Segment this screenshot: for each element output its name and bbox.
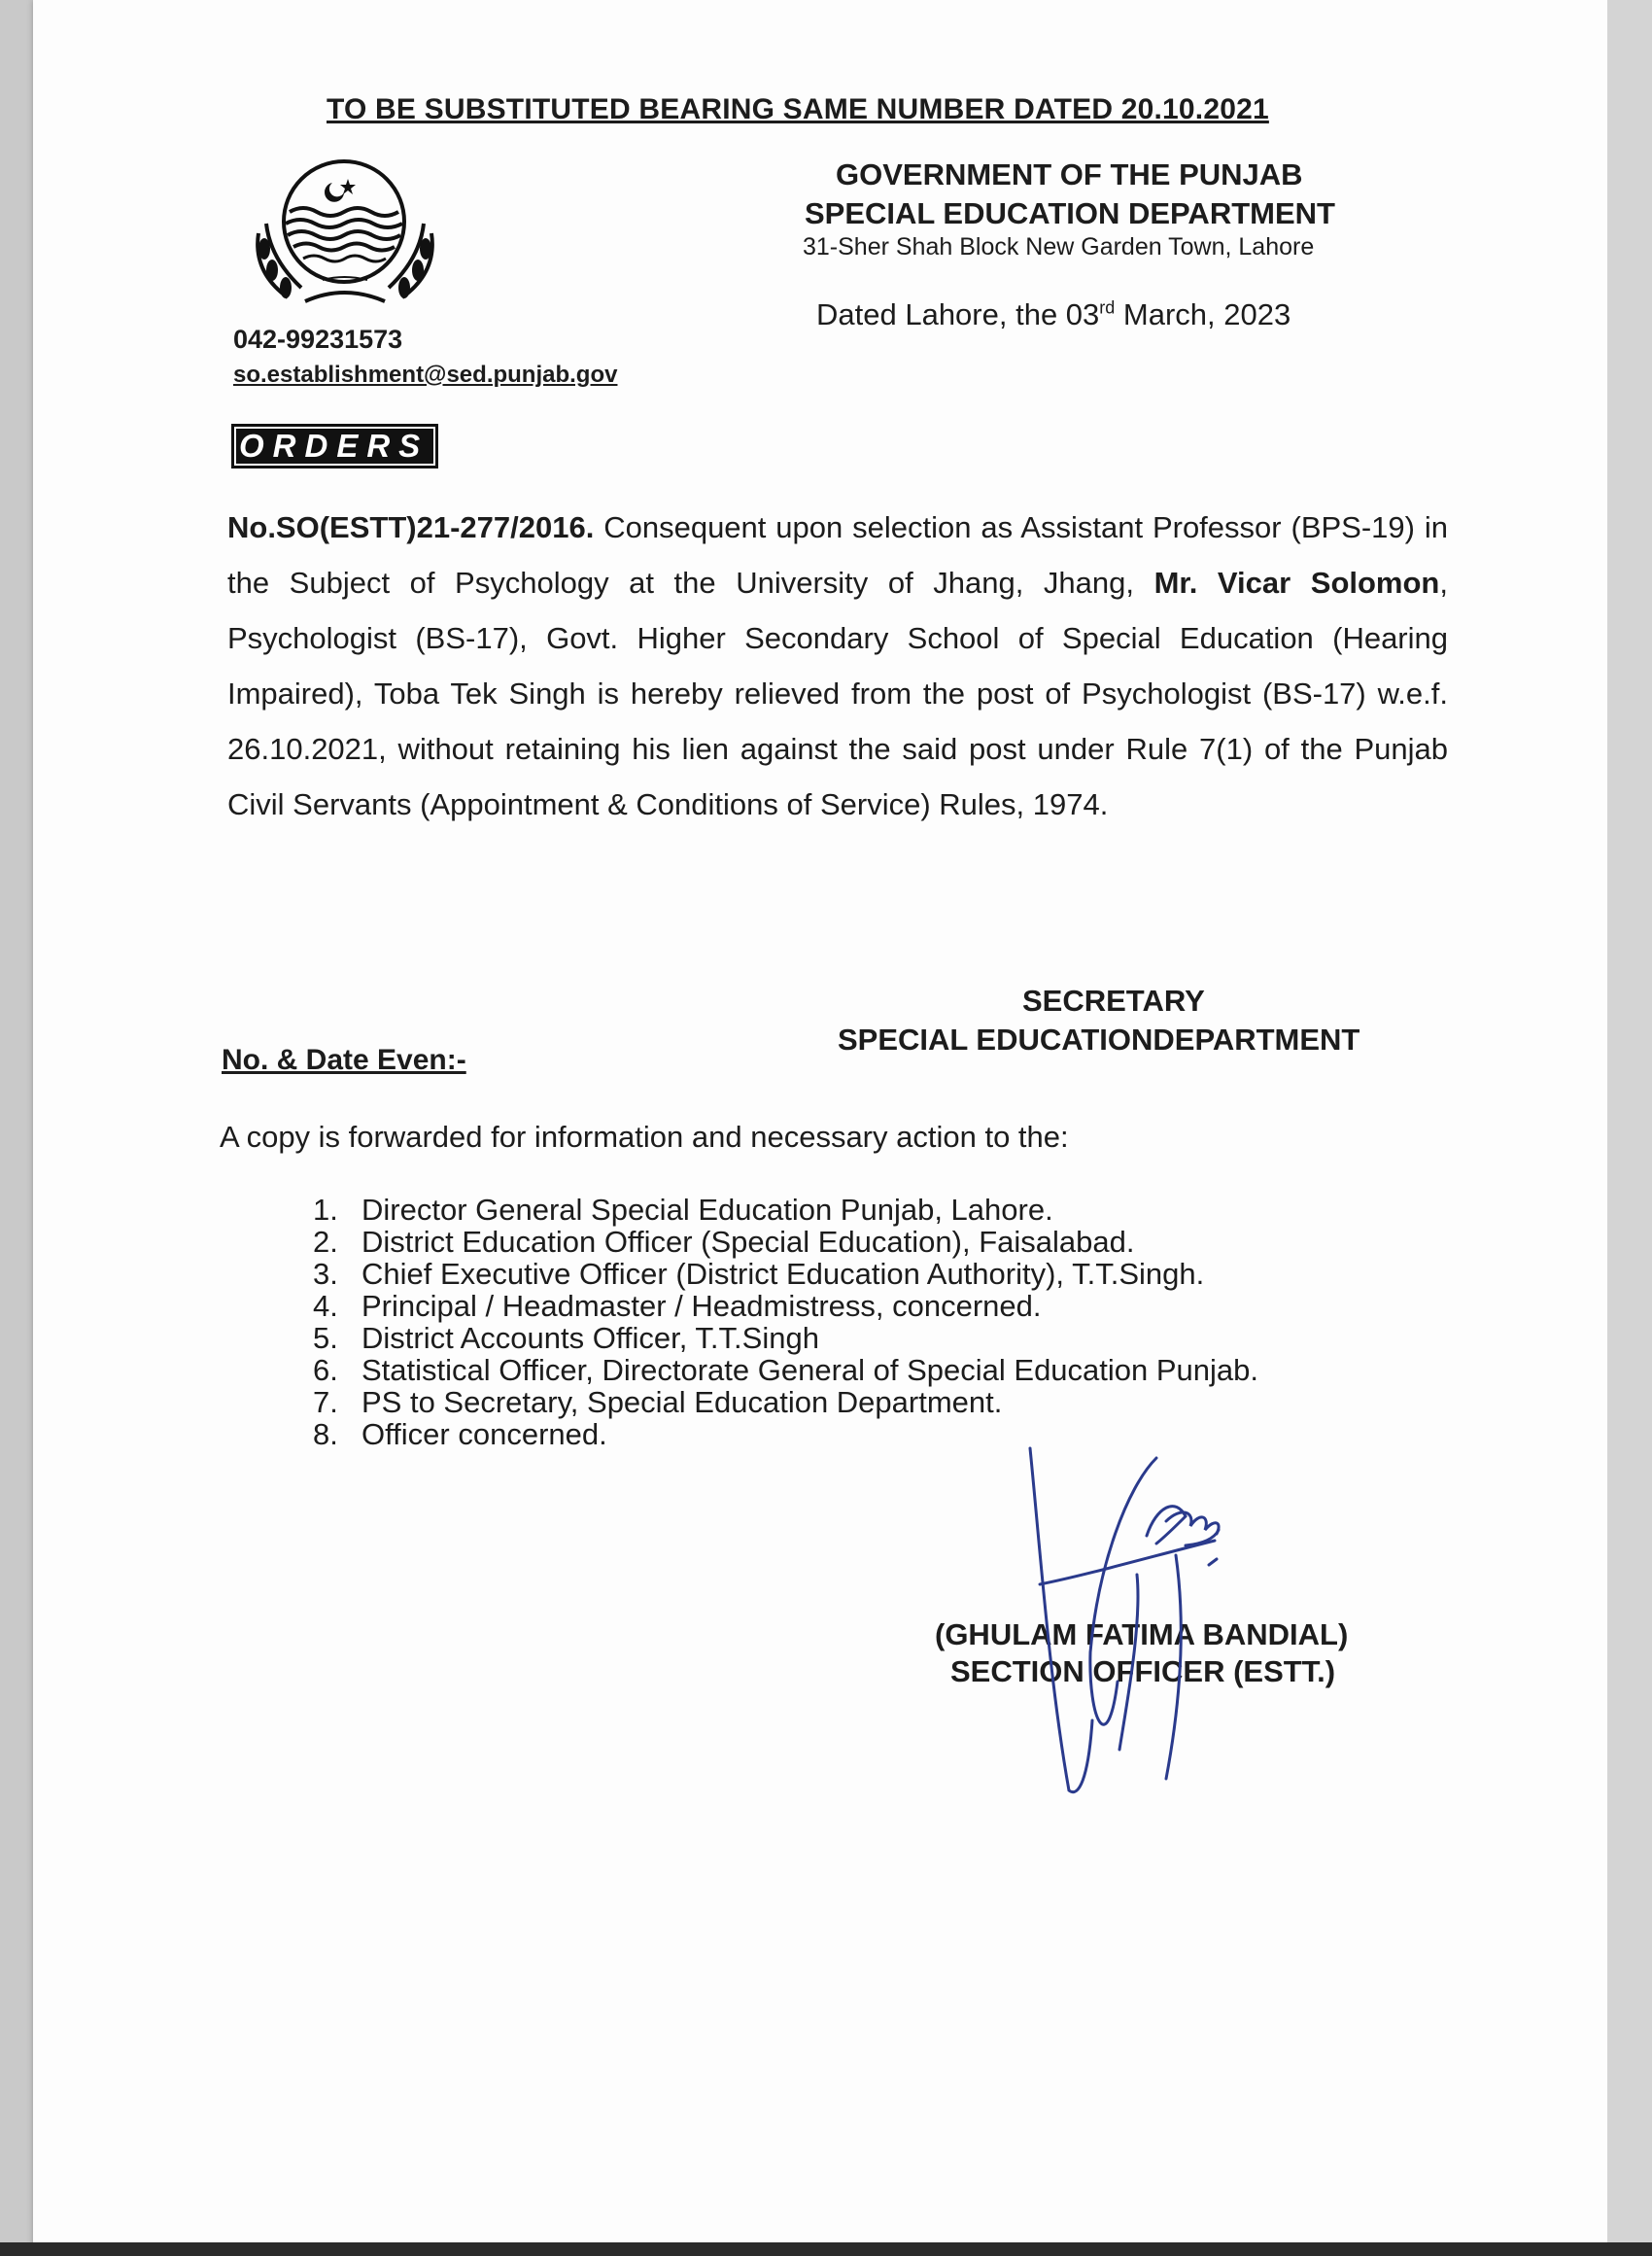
list-item-text: Director General Special Education Punjab, Lahore. <box>361 1193 1053 1227</box>
section-officer-name: (GHULAM FATIMA BANDIAL) <box>935 1617 1349 1651</box>
list-item-number: 3. <box>313 1257 338 1291</box>
list-item-number: 5. <box>313 1321 338 1355</box>
list-item <box>313 1386 1258 1418</box>
order-number: No.SO(ESTT)21-277/2016. <box>227 510 595 544</box>
even-number-date-label: No. & Date Even:- <box>222 1044 466 1076</box>
list-item <box>313 1258 1258 1290</box>
email-address: so.establishment@sed.punjab.gov <box>233 362 618 388</box>
dated-prefix: Dated Lahore, the 03 <box>816 297 1100 331</box>
secretary-department: SPECIAL EDUCATIONDEPARTMENT <box>838 1023 1360 1057</box>
list-item-text: Officer concerned. <box>361 1417 607 1451</box>
list-item-text: Statistical Officer, Directorate General of Special Education Punjab. <box>361 1353 1259 1387</box>
list-item <box>313 1290 1258 1322</box>
list-item-text: District Accounts Officer, T.T.Singh <box>361 1321 819 1355</box>
dated-ordinal-suffix: rd <box>1099 297 1116 318</box>
order-body <box>227 500 1448 832</box>
list-item-number: 1. <box>313 1193 338 1227</box>
punjab-government-emblem-icon <box>247 156 443 313</box>
distribution-list <box>313 1194 1258 1450</box>
dated-line <box>816 297 1291 332</box>
scan-right-edge <box>1607 0 1652 2256</box>
orders-heading: ORDERS <box>231 424 438 469</box>
list-item-text: Principal / Headmaster / Headmistress, concerned. <box>361 1289 1042 1323</box>
list-item-text: PS to Secretary, Special Education Department. <box>361 1385 1003 1419</box>
list-item <box>313 1194 1258 1226</box>
department-address: 31-Sher Shah Block New Garden Town, Lahore <box>803 233 1315 260</box>
scan-bottom-edge <box>0 2242 1652 2256</box>
dated-month-year: March, 2023 <box>1115 297 1291 331</box>
list-item-number: 7. <box>313 1385 338 1419</box>
copy-forwarded-text: A copy is forwarded for information and necessary action to the: <box>220 1120 1069 1154</box>
list-item-text: Chief Executive Officer (District Education Authority), T.T.Singh. <box>361 1257 1205 1291</box>
list-item-number: 8. <box>313 1417 338 1451</box>
order-text-part-2: , Psychologist (BS-17), Govt. Higher Secondary School of Special Education (Hearing Impaired), Toba Tek Singh is hereby relieved from the post of Psychologist (BS-17) w.e.f. 26.10.2021, without retaining his lien against the said post under Rule 7(1) of the Punjab Civil Servants (Appointment & Conditions of Service) Rules, 1974. <box>227 566 1448 821</box>
list-item-number: 4. <box>313 1289 338 1323</box>
section-officer-title: SECTION OFFICER (ESTT.) <box>950 1654 1336 1688</box>
department-title: SPECIAL EDUCATION DEPARTMENT <box>805 196 1335 230</box>
officer-named: Mr. Vicar Solomon <box>1153 566 1440 600</box>
phone-number: 042-99231573 <box>233 325 403 354</box>
list-item <box>313 1226 1258 1258</box>
substitution-notice: TO BE SUBSTITUTED BEARING SAME NUMBER DATED 20.10.2021 <box>327 93 1269 125</box>
secretary-title: SECRETARY <box>1022 984 1205 1018</box>
list-item <box>313 1322 1258 1354</box>
order-text-part-1: Consequent upon selection as Assistant Professor (BPS-19) in the Subject of Psychology at the University of Jhang, Jhang, <box>227 510 1448 600</box>
handwritten-signature-icon <box>1011 1429 1263 1808</box>
scan-left-edge <box>0 0 33 2256</box>
list-item-number: 6. <box>313 1353 338 1387</box>
government-title: GOVERNMENT OF THE PUNJAB <box>836 157 1303 191</box>
list-item-number: 2. <box>313 1225 338 1259</box>
list-item-text: District Education Officer (Special Education), Faisalabad. <box>361 1225 1135 1259</box>
list-item <box>313 1354 1258 1386</box>
